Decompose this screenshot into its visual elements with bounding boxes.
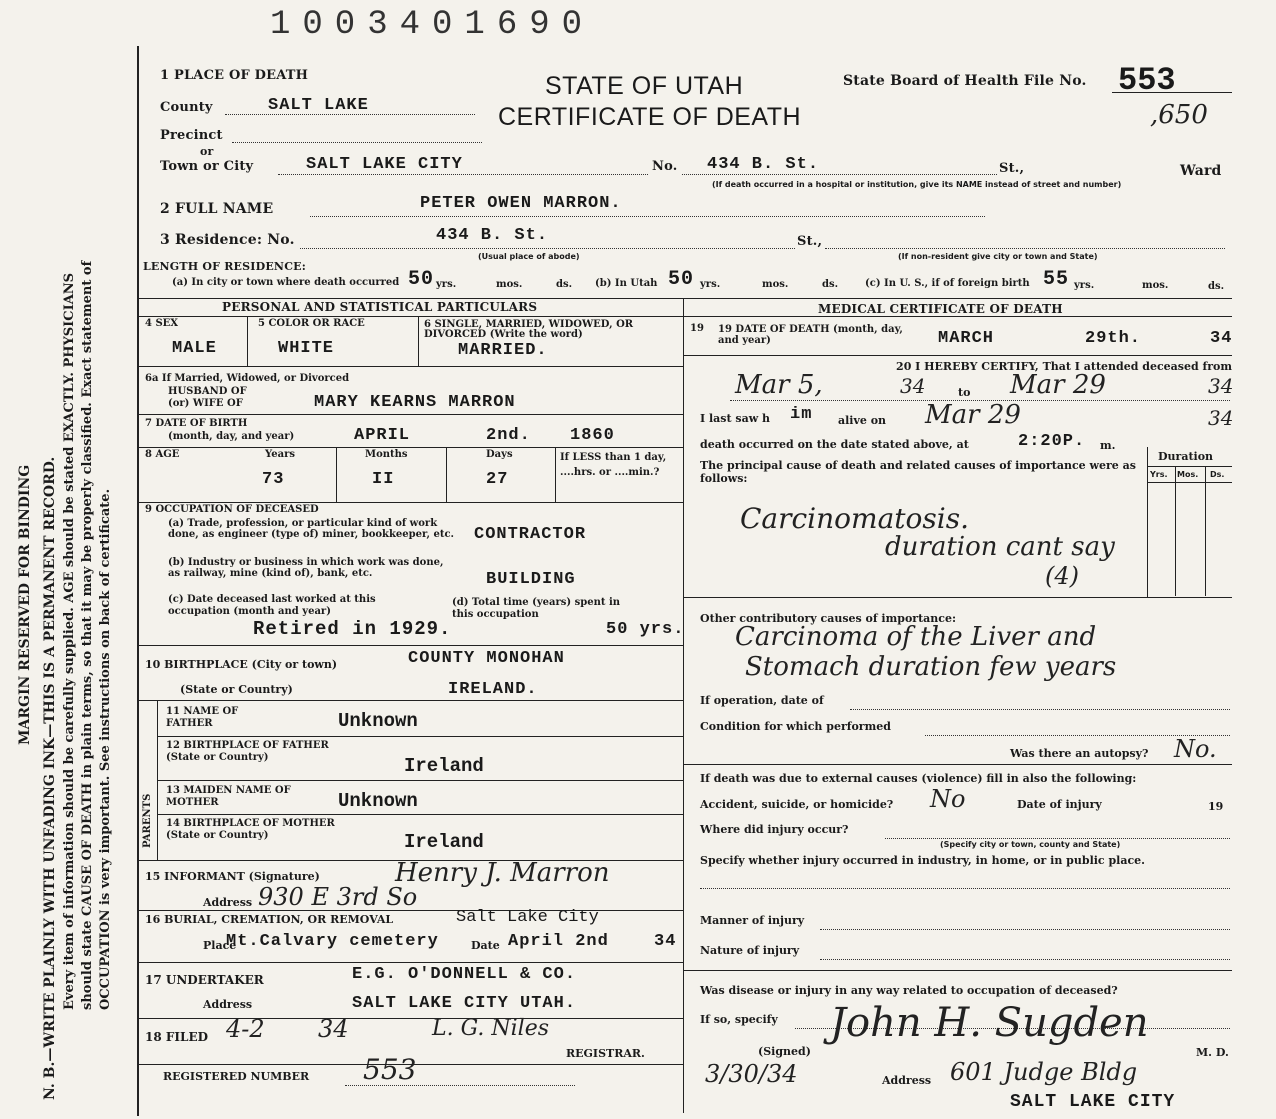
- occ-a-value: CONTRACTOR: [474, 525, 587, 544]
- marital-label: 6 SINGLE, MARRIED, WIDOWED, OR DIVORCED (Write the word): [424, 319, 634, 340]
- dod-year: 34: [1210, 329, 1233, 348]
- registrar-signature: L. G. Niles: [432, 1016, 550, 1041]
- registered-number-label: REGISTERED NUMBER: [163, 1070, 310, 1083]
- abode-note: (Usual place of abode): [478, 252, 580, 261]
- occ-d-label: (d) Total time (years) spent in this occupation: [452, 597, 621, 620]
- filed-label: 18 FILED: [145, 1030, 208, 1044]
- burial-city: Salt Lake City: [456, 908, 599, 927]
- age-months: II: [372, 470, 395, 489]
- dob-label-2: (month, day, and year): [168, 431, 295, 442]
- birth-country-value: IRELAND.: [448, 680, 538, 699]
- undertaker-label: 17 UNDERTAKER: [145, 973, 264, 987]
- spouse-label-3: (or) WIFE OF: [168, 398, 243, 409]
- manner-of-injury-label: Manner of injury: [700, 914, 805, 927]
- registered-number: 553: [363, 1053, 417, 1086]
- months-label: Months: [365, 449, 408, 460]
- physician-address: 601 Judge Bldg: [950, 1058, 1138, 1086]
- street-no-value: 434 B. St.: [707, 155, 820, 174]
- mother-label: 13 MAIDEN NAME OF MOTHER: [166, 785, 291, 808]
- physician-city: SALT LAKE CITY: [1010, 1092, 1176, 1112]
- certificate-title: CERTIFICATE OF DEATH: [498, 103, 802, 131]
- mother-birthplace-label: 14 BIRTHPLACE OF MOTHER (State or Country): [166, 818, 335, 841]
- occ-c-value: Retired in 1929.: [253, 618, 452, 640]
- physician-signature: John H. Sugden: [830, 1000, 1149, 1046]
- informant-address-label: Address: [203, 896, 253, 909]
- file-number: 553: [1118, 62, 1176, 99]
- last-saw-date: Mar 29: [925, 400, 1021, 430]
- registrar-label: REGISTRAR.: [566, 1047, 645, 1060]
- margin-binding-text: MARGIN RESERVED FOR BINDING: [17, 464, 33, 745]
- occupation-related-label: Was disease or injury in any way related to occupation of deceased?: [700, 984, 1118, 997]
- burial-date-label: Date: [471, 939, 500, 952]
- last-saw-year: 34: [1208, 406, 1234, 430]
- sign-date: 3/30/34: [705, 1060, 798, 1088]
- contributory-label: Other contributory causes of importance:: [700, 612, 957, 625]
- margin-instruction-1: Every item of information should be carefully supplied. AGE should be stated EXACTLY. PHYSICIANS: [62, 272, 77, 1010]
- injury-where-note: (Specify city or town, county and State): [940, 840, 1121, 849]
- age-days: 27: [486, 470, 509, 489]
- length-residence-label: LENGTH OF RESIDENCE:: [143, 260, 306, 273]
- if-so-specify-label: If so, specify: [700, 1013, 778, 1026]
- dod-day: 29th.: [1085, 329, 1142, 348]
- precinct-label: Precinct: [160, 128, 223, 143]
- mother-birthplace-value: Ireland: [404, 831, 484, 853]
- res-b-label: (b) In Utah: [595, 278, 658, 289]
- cause-1: Carcinomatosis.: [740, 502, 969, 535]
- injury-date-label: Date of injury: [1017, 798, 1102, 811]
- personal-heading: PERSONAL AND STATISTICAL PARTICULARS: [222, 300, 538, 314]
- town-label: Town or City: [160, 159, 254, 174]
- certify-label: 20 I HEREBY CERTIFY, That I attended deceased from: [896, 360, 1232, 373]
- undertaker-address: SALT LAKE CITY UTAH.: [352, 994, 577, 1013]
- dod-label: 19 DATE OF DEATH (month, day, and year): [718, 324, 903, 346]
- dob-label-1: 7 DATE OF BIRTH: [145, 418, 248, 429]
- or-label: or: [200, 145, 214, 158]
- full-name-label: 2 FULL NAME: [160, 201, 274, 217]
- attend-from-date: Mar 5,: [735, 370, 823, 400]
- burial-place: Mt.Calvary cemetery: [226, 932, 439, 951]
- years-label: Years: [265, 449, 296, 460]
- serial-number: 1003401690: [270, 6, 595, 44]
- death-time-label: death occurred on the date stated above, at: [700, 438, 969, 451]
- residence-label: 3 Residence: No.: [160, 232, 295, 248]
- res-a-label: (a) In city or town where death occurred: [172, 277, 400, 288]
- spouse-label-1: 6a If Married, Widowed, or Divorced: [145, 373, 350, 384]
- parents-label: PARENTS: [142, 793, 153, 848]
- accident-value: No: [930, 785, 966, 813]
- medical-heading: MEDICAL CERTIFICATE OF DEATH: [818, 302, 1063, 316]
- margin-instruction-3: OCCUPATION is very important. See instructions on back of certificate.: [98, 488, 113, 1010]
- town-value: SALT LAKE CITY: [306, 155, 463, 174]
- informant-address: 930 E 3rd So: [258, 883, 418, 911]
- cause-3: (4): [1045, 562, 1079, 590]
- res-b-value: 50: [668, 268, 695, 291]
- occ-b-value: BUILDING: [486, 570, 576, 589]
- occ-a-label: (a) Trade, profession, or particular kind of work done, as engineer (type of) miner, bookkeeper, etc.: [168, 518, 455, 540]
- occupation-heading: 9 OCCUPATION OF DECEASED: [145, 504, 319, 515]
- death-time: 2:20P.: [1018, 432, 1086, 451]
- condition-label: Condition for which performed: [700, 720, 891, 733]
- mother-value: Unknown: [338, 790, 418, 812]
- residence-st-label: St.,: [797, 234, 823, 249]
- hospital-note: (If death occurred in a hospital or institution, give its NAME instead of street and number): [712, 180, 1122, 189]
- nonresident-note: (If non-resident give city or town and State): [898, 252, 1098, 261]
- color-label: 5 COLOR OR RACE: [258, 318, 365, 329]
- dob-year: 1860: [570, 426, 615, 445]
- color-value: WHITE: [278, 339, 335, 358]
- signed-label: (Signed): [758, 1045, 811, 1058]
- margin-instruction-2: should state CAUSE OF DEATH in plain terms, so that it may be properly classified. Exact statement of: [80, 260, 95, 1010]
- alive-on-label: alive on: [838, 414, 887, 427]
- informant-label: 15 INFORMANT (Signature): [145, 870, 320, 883]
- file-number-label: State Board of Health File No.: [843, 73, 1087, 89]
- residence-value: 434 B. St.: [436, 226, 549, 245]
- occ-b-label: (b) Industry or business in which work was done, as railway, mine (kind of), bank, etc.: [168, 557, 444, 579]
- autopsy-label: Was there an autopsy?: [1010, 747, 1149, 760]
- less-than-label: If LESS than 1 day, ....hrs. or ....min.?: [560, 452, 667, 478]
- duration-label: Duration: [1158, 450, 1214, 463]
- margin-ink-text: N. B.—WRITE PLAINLY WITH UNFADING INK—THIS IS A PERMANENT RECORD.: [42, 456, 58, 1100]
- undertaker-value: E.G. O'DONNELL & CO.: [352, 965, 577, 984]
- sex-label: 4 SEX: [145, 318, 179, 329]
- contributory-2: Stomach duration few years: [745, 652, 1117, 682]
- column-divider: [683, 298, 684, 1113]
- father-birthplace-value: Ireland: [404, 755, 484, 777]
- father-label: 11 NAME OF FATHER: [166, 706, 239, 729]
- filed-date: 4-2: [226, 1015, 265, 1043]
- burial-label: 16 BURIAL, CREMATION, OR REMOVAL: [145, 913, 394, 926]
- undertaker-address-label: Address: [203, 998, 253, 1011]
- age-label: 8 AGE: [145, 449, 180, 460]
- age-years: 73: [262, 470, 285, 489]
- dob-month: APRIL: [354, 426, 411, 445]
- dob-day: 2nd.: [486, 426, 531, 445]
- autopsy-value: No.: [1174, 735, 1217, 763]
- res-a-value: 50: [408, 268, 435, 291]
- informant-signature: Henry J. Marron: [395, 858, 610, 888]
- birthplace-label: 10 BIRTHPLACE (City or town): [145, 658, 338, 671]
- to-label: to: [958, 386, 971, 399]
- accident-label: Accident, suicide, or homicide?: [700, 798, 894, 811]
- dod-label-1: 19: [690, 323, 704, 334]
- place-of-death-heading: 1 PLACE OF DEATH: [160, 68, 309, 83]
- nature-of-injury-label: Nature of injury: [700, 944, 800, 957]
- place-label: Place: [203, 939, 237, 952]
- cause-2: duration cant say: [885, 532, 1115, 562]
- days-label: Days: [486, 449, 513, 460]
- res-c-label: (c) In U. S., if of foreign birth: [865, 278, 1030, 289]
- ward-label: Ward: [1180, 163, 1222, 179]
- injury-where-label: Where did injury occur?: [700, 823, 849, 836]
- last-saw-pronoun: im: [790, 405, 813, 424]
- specify-injury-label: Specify whether injury occurred in industry, in home, or in public place.: [700, 854, 1145, 867]
- birthplace-value: COUNTY MONOHAN: [408, 649, 565, 668]
- occ-c-label: (c) Date deceased last worked at this occupation (month and year): [168, 594, 376, 617]
- burial-year: 34: [654, 932, 677, 951]
- father-birthplace-label: 12 BIRTHPLACE OF FATHER (State or Country): [166, 740, 329, 763]
- attend-to-year: 34: [1208, 374, 1234, 398]
- state-title: STATE OF UTAH: [545, 72, 744, 100]
- operation-label: If operation, date of: [700, 694, 824, 707]
- st-label: St.,: [999, 161, 1025, 176]
- form-left-border: [137, 46, 139, 1116]
- attend-from-year: 34: [900, 374, 926, 398]
- street-no-label: No.: [652, 159, 678, 174]
- second-file-number: ,650: [1150, 100, 1208, 130]
- res-c-value: 55: [1043, 268, 1070, 291]
- burial-date: April 2nd: [508, 932, 609, 951]
- dod-month: MARCH: [938, 329, 995, 348]
- occ-d-value: 50 yrs.: [606, 620, 685, 639]
- contributory-1: Carcinoma of the Liver and: [735, 622, 1097, 652]
- county-label: County: [160, 100, 213, 115]
- marital-value: MARRIED.: [458, 341, 548, 360]
- father-value: Unknown: [338, 710, 418, 732]
- full-name-value: PETER OWEN MARRON.: [420, 194, 622, 213]
- county-value: SALT LAKE: [268, 96, 369, 115]
- spouse-value: MARY KEARNS MARRON: [314, 393, 516, 412]
- attend-to-date: Mar 29: [1010, 370, 1106, 400]
- filed-year: 34: [318, 1015, 349, 1043]
- spouse-label-2: HUSBAND OF: [168, 386, 247, 397]
- sex-value: MALE: [172, 339, 217, 358]
- birth-country-label: (State or Country): [180, 683, 293, 696]
- cause-label: The principal cause of death and related causes of importance were as follows:: [700, 459, 1136, 485]
- external-causes-label: If death was due to external causes (violence) fill in also the following:: [700, 772, 1137, 785]
- last-saw-label: I last saw h: [700, 412, 771, 425]
